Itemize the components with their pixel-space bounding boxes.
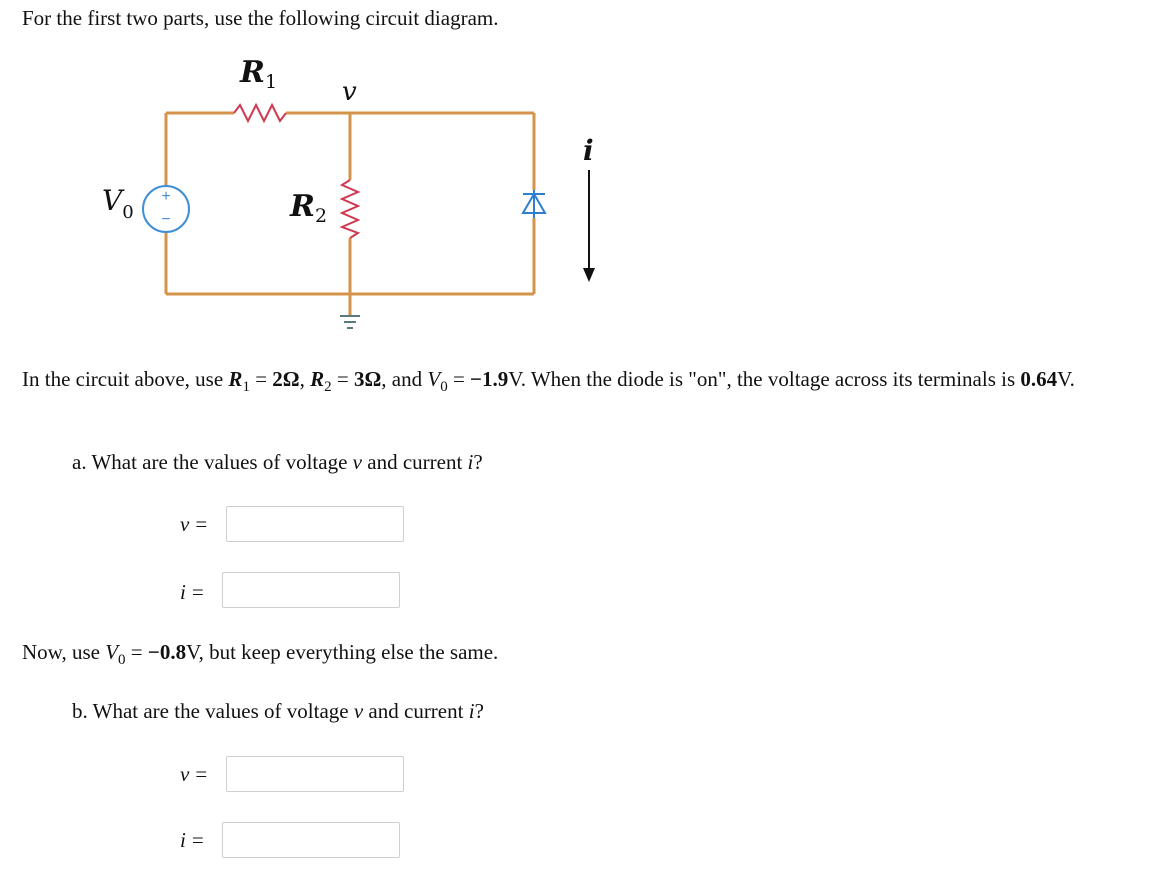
now-v0-value: −0.8 [147,640,187,664]
sep2: , and [381,367,428,391]
now-prefix: Now, use [22,640,106,664]
part-a-v-input[interactable] [226,506,404,542]
part-a-v-label [180,512,207,537]
part-b-i-label-var: i [180,828,186,852]
part-a-v-label-var: v [180,512,190,536]
now-instruction [22,640,499,668]
now-v0-sub: 0 [118,652,126,668]
r1-sub: 1 [242,379,250,395]
circuit-wires [166,113,534,316]
part-a-i-label [180,580,204,605]
part-a-mid: and current [362,450,468,474]
part-a-v: v [352,450,362,474]
now-v0-name: V [105,640,119,664]
r2-label: $R_2$ [290,189,328,227]
part-b-v-label-eq: = [195,762,208,786]
part-b-v-label-var: v [180,762,190,786]
part-b-v-label [180,762,207,787]
part-b-v: v [353,699,364,723]
r1-eq: = [249,367,273,391]
r2-value: 3Ω [353,367,382,391]
part-a-prefix: a. What are the values of voltage [72,450,353,474]
part-b-question [72,699,484,724]
source-minus: − [161,211,171,228]
v0-eq: = [447,367,471,391]
v-node-label: v [342,77,357,107]
r1-name: R [228,367,243,391]
v0-name: V [427,367,441,391]
v0-sub: 0 [440,379,448,395]
r2-sub: 2 [324,379,332,395]
part-a-i-label-eq: = [191,580,204,604]
part-b-suffix: ? [474,699,484,723]
sep1: , [299,367,311,391]
resistor-r2 [342,180,358,238]
part-a-i-label-var: i [180,580,186,604]
now-eq: = [125,640,148,664]
r2-eq: = [331,367,354,391]
part-b-i: i [468,699,475,723]
now-suffix: V, but keep everything else the same. [186,640,499,664]
diode [523,190,545,218]
part-a-i: i [467,450,474,474]
v0-value: −1.9 [470,367,509,391]
problem-statement [22,364,1152,395]
part-a-i-input[interactable] [222,572,400,608]
part-b-mid: and current [363,699,469,723]
part-a-suffix: ? [473,450,483,474]
v0-label: $V_0$ [102,184,134,223]
diode-unit: V. [1057,367,1075,391]
part-b-v-input[interactable] [226,756,404,792]
source-plus: + [161,188,171,205]
i-label: i [583,134,594,167]
part-b-i-label-eq: = [191,828,204,852]
part-b-prefix: b. What are the values of voltage [72,699,354,723]
ground-symbol [340,316,360,328]
r1-label: $R_1$ [240,55,278,93]
voltage-source [143,186,189,232]
v0-unit-text: V. When the diode is "on", the voltage across its terminals is [508,367,1021,391]
current-arrow [583,170,595,282]
part-b-i-label [180,828,204,853]
resistor-r1 [234,105,286,121]
r1-value: 2Ω [272,367,300,391]
intro-text: For the first two parts, use the following circuit diagram. [22,6,499,30]
part-a-v-label-eq: = [195,512,208,536]
diode-voltage-value: 0.64 [1020,367,1058,391]
part-a-question [72,450,483,475]
r2-name: R [310,367,325,391]
problem-text-intro: In the circuit above, use [22,367,229,391]
part-b-i-input[interactable] [222,822,400,858]
